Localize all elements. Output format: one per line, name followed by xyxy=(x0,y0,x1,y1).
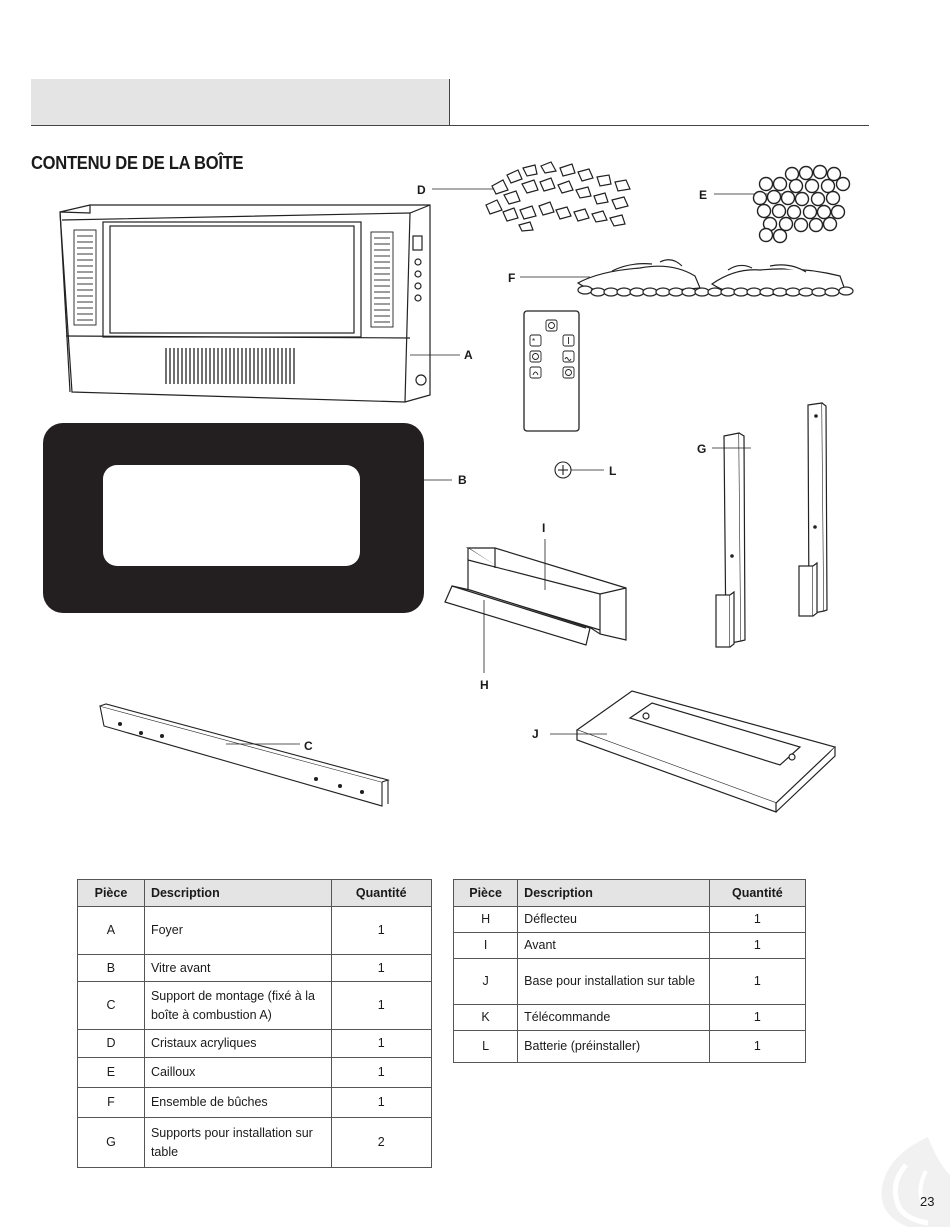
remote-control-illustration xyxy=(524,311,579,431)
cell-description: Vitre avant xyxy=(144,955,331,982)
cell-quantity: 1 xyxy=(331,1088,431,1118)
table-row xyxy=(454,933,806,959)
battery-illustration xyxy=(555,462,604,478)
cell-piece: H xyxy=(454,907,518,933)
cell-description: Supports pour installation sur table xyxy=(144,1118,331,1168)
table-header-row xyxy=(78,880,432,907)
mounting-bracket-illustration xyxy=(100,704,388,806)
cell-description: Ensemble de bûches xyxy=(144,1088,331,1118)
header-quantity: Quantité xyxy=(331,880,431,907)
cell-quantity: 1 xyxy=(709,1031,805,1063)
table-row xyxy=(78,1058,432,1088)
cell-quantity: 1 xyxy=(331,907,431,955)
glass-panel-illustration xyxy=(43,423,452,613)
label-j: J xyxy=(532,727,539,741)
flame-watermark-icon xyxy=(868,1135,950,1229)
cell-quantity: 2 xyxy=(331,1118,431,1168)
cell-piece: K xyxy=(454,1005,518,1031)
cell-description: Foyer xyxy=(144,907,331,955)
label-i: I xyxy=(542,521,546,535)
front-deflector-illustration xyxy=(445,539,626,673)
page-number: 23 xyxy=(920,1194,935,1209)
cell-description: Cristaux acryliques xyxy=(144,1030,331,1058)
cell-quantity: 1 xyxy=(709,907,805,933)
label-f: F xyxy=(508,271,516,285)
cell-description: Déflecteu xyxy=(518,907,710,933)
label-e: E xyxy=(699,188,708,202)
table-row xyxy=(454,1005,806,1031)
table-row xyxy=(454,1031,806,1063)
cell-piece: D xyxy=(78,1030,145,1058)
cell-piece: F xyxy=(78,1088,145,1118)
cell-quantity: 1 xyxy=(331,1058,431,1088)
table-row xyxy=(78,1118,432,1168)
header-quantity: Quantité xyxy=(709,880,805,907)
cell-piece: B xyxy=(78,955,145,982)
cell-piece: G xyxy=(78,1118,145,1168)
cell-description: Support de montage (fixé à la boîte à combustion A) xyxy=(144,982,331,1030)
cell-piece: A xyxy=(78,907,145,955)
cell-quantity: 1 xyxy=(331,982,431,1030)
header-description: Description xyxy=(144,880,331,907)
cell-piece: E xyxy=(78,1058,145,1088)
cell-piece: L xyxy=(454,1031,518,1063)
table-row xyxy=(78,1030,432,1058)
cell-description: Cailloux xyxy=(144,1058,331,1088)
cell-piece: I xyxy=(454,933,518,959)
log-set-illustration xyxy=(520,260,853,296)
cell-quantity: 1 xyxy=(709,933,805,959)
header-description: Description xyxy=(518,880,710,907)
cell-quantity: 1 xyxy=(331,1030,431,1058)
table-row xyxy=(454,959,806,1005)
table-base-illustration xyxy=(550,691,835,812)
table-supports-illustration xyxy=(712,403,827,647)
cell-piece: C xyxy=(78,982,145,1030)
fireplace-illustration xyxy=(60,205,460,402)
pebbles-illustration xyxy=(714,166,850,243)
label-c: C xyxy=(304,739,313,753)
cell-quantity: 1 xyxy=(709,1005,805,1031)
cell-description: Base pour installation sur table xyxy=(518,959,710,1005)
section-title: CONTENU DE DE LA BOÎTE xyxy=(31,153,244,173)
table-header-row xyxy=(454,880,806,907)
label-d: D xyxy=(417,183,426,197)
table-row xyxy=(454,907,806,933)
label-l: L xyxy=(609,464,617,478)
label-h: H xyxy=(480,678,489,692)
cell-description: Télécommande xyxy=(518,1005,710,1031)
label-a: A xyxy=(464,348,473,362)
cell-quantity: 1 xyxy=(331,955,431,982)
svg-text:*: * xyxy=(532,337,536,346)
cell-description: Batterie (préinstaller) xyxy=(518,1031,710,1063)
table-row xyxy=(78,907,432,955)
label-b: B xyxy=(458,473,467,487)
acrylic-crystals-illustration xyxy=(432,162,630,231)
table-row xyxy=(78,1088,432,1118)
table-row xyxy=(78,955,432,982)
cell-quantity: 1 xyxy=(709,959,805,1005)
parts-table-left xyxy=(77,879,432,1168)
header-piece: Pièce xyxy=(78,880,145,907)
table-row xyxy=(78,982,432,1030)
label-g: G xyxy=(697,442,707,456)
parts-table-right xyxy=(453,879,806,1063)
cell-description: Avant xyxy=(518,933,710,959)
header-piece: Pièce xyxy=(454,880,518,907)
cell-piece: J xyxy=(454,959,518,1005)
